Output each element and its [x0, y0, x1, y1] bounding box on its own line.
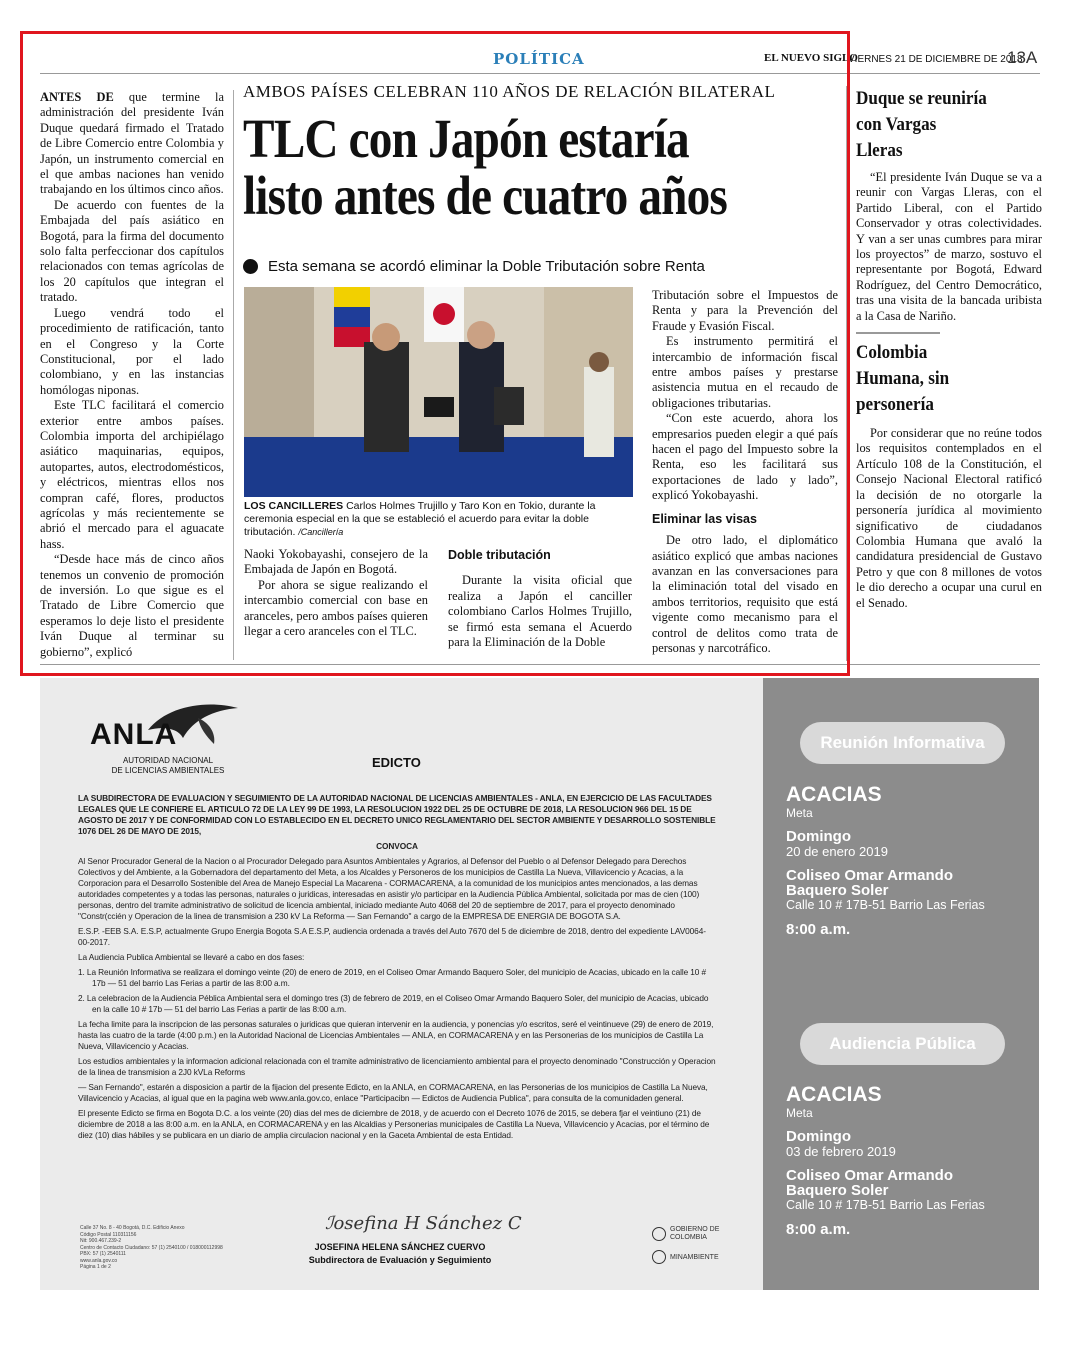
- col1-p3: Luego vendrá todo el procedimiento de ratificación, tanto en el Congreso y la Corte Constitucional, por el lado colombiano, y en las instancias homólogas niponas.: [40, 305, 224, 397]
- anla-subtitle-line: AUTORIDAD NACIONAL: [122, 756, 214, 765]
- reunion-pill: Reunión Informativa: [800, 722, 1005, 764]
- edict-intro: LA SUBDIRECTORA DE EVALUACION Y SEGUIMIENTO DE LA AUTORIDAD NACIONAL DE LICENCIAS AMBIENTALES - ANLA, EN EJERCICIO DE LAS FACULTADES LEGALES QUE LE CONFIERE EL ARTICULO 72 DE LA LEY 99 DE 1993, LA RESOLUCION 1922 DEL 25 DE OCTUBRE DE 2018, LA RESOLUCION 966 DEL 15 DE AGOSTO DE 2017 Y DE CONFORMIDAD CON LO ESTABLECIDO EN EL DECRETO UNICO REGLAMENTARIO DEL SECTOR AMBIENTE Y DESARROLLO SOSTENIBLE 1076 DEL 26 DE MAYO DE 2015,: [78, 793, 716, 836]
- gobierno-logo-text: GOBIERNO DE COLOMBIA: [670, 1226, 720, 1241]
- footer-contact: Calle 37 No. 8 - 40 Bogotá, D.C. Edificio Anexo Código Postal 110311156 Nit: 900.467.239-2 Centro de Contacto Ciudadano: 57 (1) 2540100 / 018000112998 PBX: 57 (1) 2540111 www.anla.gov.co Página 1 de 2: [80, 1225, 223, 1270]
- edict-body: [78, 793, 716, 1145]
- col4-p3: “Con este acuerdo, ahora los empresarios pueden elegir a qué país hacen el pago del Impuesto sobre la Renta, eso les facilitará sus exportaciones de lado y lado”, explicó Yokobayashi.: [652, 411, 838, 503]
- deck-text: Esta semana se acordó eliminar la Doble Tributación sobre Renta: [268, 258, 705, 275]
- gobierno-seal-icon: [652, 1227, 666, 1241]
- headline-line-2: listo antes de cuatro años: [243, 165, 727, 226]
- anla-subtitle-line: DE LICENCIAS AMBIENTALES: [111, 766, 225, 775]
- event1-venue-b: Baquero Soler: [786, 882, 889, 899]
- highlight-box: [20, 31, 850, 676]
- sidebar-story1-title-line: con Vargas: [856, 114, 937, 135]
- col4-p4: De otro lado, el diplomático asiático explicó que ambas naciones avanzan en las conversaciones para la eliminación total del visado en ambos territorios, requisito que está vigente como mecanismo para el control de delitos como trata de personas y narcotráfico.: [652, 533, 838, 655]
- sidebar-story2-title-line: Colombia: [856, 342, 928, 364]
- event1-date: 20 de enero 2019: [786, 844, 888, 859]
- col1-p2: De acuerdo con fuentes de la Embajada del país asiático en Bogotá, para la firma del documento solo falta perfeccionar dos capítulos relacionados con temas agrícolas de los 20 capítulos que integran el tratado.: [40, 197, 224, 305]
- col4-p2: Es instrumento permitirá el intercambio de información fiscal entre ambos países y prestarse asistencia mutua en el recaudo de obligaciones tributarias.: [652, 334, 838, 410]
- sidebar-story2-title-line: personería: [856, 394, 934, 416]
- event2-time: 8:00 a.m.: [786, 1221, 851, 1238]
- col1-p4: Este TLC facilitará el comercio exterior entre ambos países. Colombia importa del archipiélago asiático maquinarias, equipos, autopartes, autos, electrodomésticos, y eléctricos, mientras ellos nos compran café, flores, productos agrícolas y más recientemente se abrió el mercado para el aguacate hass.: [40, 398, 224, 551]
- edict-title: EDICTO: [372, 755, 421, 770]
- event2-date: 03 de febrero 2019: [786, 1144, 896, 1159]
- col2-p1: Naoki Yokobayashi, consejero de la Embajada de Japón en Bogotá.: [244, 547, 428, 577]
- ad-schedule-panel: [763, 678, 1039, 1290]
- caption-text: Carlos Holmes Trujillo y Taro Kon en Tokio, durante la ceremonia especial en la que se estableció el acuerdo para evitar la doble tributación.: [244, 500, 596, 538]
- sidebar-story1-title: [856, 86, 1023, 164]
- audiencia-pill: Audiencia Pública: [800, 1023, 1005, 1065]
- signer-block: [300, 1241, 500, 1267]
- event1-details: [786, 784, 985, 938]
- event2-day: Domingo: [786, 1128, 851, 1145]
- edict-p4: La fecha limite para la inscripcion de las personas saturales o juridicas que quieran intervenir en la audiencia, y ponencias y/o escritos, seré el veintinueve (29) de enero de 2019, hasta las cuatro de la tarde (4:00 p.m.) en la Autoridad Nacional de Licencias Ambientales — ANLA, en CORMACARENA y en las Personerias de los municipios de Castilla La Nueva, Villavicencio y Acacias.: [78, 1019, 714, 1051]
- event2-venue-a: Coliseo Omar Armando: [786, 1167, 953, 1184]
- col4-p1: Tributación sobre el Impuestos de Renta y para la Prevención del Fraude y Evasión Fiscal.: [652, 288, 838, 333]
- page-number: 13A: [1007, 48, 1038, 67]
- event1-dept: Meta: [786, 806, 813, 820]
- edict-p3: La Audiencia Publica Ambiental se llevaré a cabo en dos fases:: [78, 952, 305, 962]
- minambiente-seal-icon: [652, 1250, 666, 1264]
- col1-p1: que termine la administración del presidente Iván Duque quedará firmado el Tratado de Libre Comercio entre Colombia y Japón, un instrumento comercial en el que ambas naciones han venido trabajando en los últimos cinco años.: [40, 90, 224, 197]
- caption-credit: /Cancillería: [298, 527, 344, 537]
- col3-p1: Durante la visita oficial que realiza a Japón el canciller colombiano Carlos Holmes Trujillo, se firmó esta semana el Acuerdo para la Eliminación de la Doble: [448, 573, 632, 650]
- event2-place: ACACIAS: [786, 1083, 882, 1106]
- publication-name: EL NUEVO SIGLO: [764, 52, 858, 64]
- anla-logo: [88, 700, 248, 775]
- sidebar-story2-body: [856, 426, 1042, 611]
- event1-place: ACACIAS: [786, 783, 882, 806]
- edict-p1: Al Senor Procurador General de la Nacion o al Procurador Delegado para Asuntos Ambientales y Agrarios, al Defensor del Pueblo o al Defensor Delegado para Derechos Colectivos y del Ambiente, a la Gobernadora del departamento del Meta, a los Alcaldes y Personeros de los municipios de Castilla La Nueva, Villavicencio y Acacias, a la Corporacion para el Desarrollo Sostenible del Area de Manejo Especial La Macarena - CORMACARENA, a la comunidad de los municipios antes mencionados, a las demas autoridades competentes y a todas las personas, naturales o juridicas, interesadas en asistir y/o participar en la Audiencia Pública Ambiental, solicitada por mas de cien (100) personas, dentro del tramite administrativo de solicitud de licencia ambiental, iniciado mediante Auto 4068 del 20 de septiembre de 2017, para el proyecto denominado "Constr(ccién y Operacion de la linea de transmision a 230 kV La Reforma — San Fernando" a cargo de la EMPRESA DE ENERGIA DE BOGOTA S.A.: [78, 856, 700, 921]
- event1-address: Calle 10 # 17B-51 Barrio Las Ferias: [786, 898, 985, 912]
- signer-title: Subdirectora de Evaluación y Seguimiento: [308, 1255, 492, 1265]
- event1-time: 8:00 a.m.: [786, 921, 851, 938]
- anla-logo-subtitle: [108, 756, 228, 776]
- edict-p7: El presente Edicto se firma en Bogota D.C. a los veinte (20) dias del mes de diciembre de 2018, y de acuerdo con el Decreto 1076 de 2015, se debera fjar el veintiuno (21) de diciembre de 2018 a las 8:00 a.m. en la ANLA, en CORMACARENA y en las Alcaldias y Personerias municipales de Castilla La Nueva, Villavicencio y Acacias, por el término de diez (10) dias hábiles y se publicara en un diario de amplia circulacion nacional y en la Gaceta Ambiental de esta Entidad.: [78, 1108, 710, 1140]
- anla-logo-text: ANLA: [90, 718, 178, 751]
- sidebar-story1-paragraph: “El presidente Iván Duque se va a reunir con Vargas Lleras, con el Partido Liberal, con el Partido Conservador y otras colectividades. Y van a ser unas cumbres para mirar los proyectos” de marzo, sostuvo el representante por Bogotá, Edward Rodríguez, del Centro Democrático, tras una visita de la bancada uribista a la Casa de Nariño.: [856, 170, 1042, 323]
- col1-p5: “Desde hace más de cinco años tenemos un convenio de promoción de inversión. Lo que sigue es el Tratado de Libre Comercio que esperamos lo deje listo el presidente Iván Duque al terminar su gobierno”, explicó: [40, 552, 224, 659]
- section-label: POLÍTICA: [493, 50, 585, 68]
- sidebar-story1-title-line: Duque se reuniría: [856, 88, 987, 109]
- col2-p2: Por ahora se sigue realizando el intercambio comercial con base en aranceles, pero ambos países quieren llegar a cero aranceles con el TLC.: [244, 577, 428, 639]
- event2-address: Calle 10 # 17B-51 Barrio Las Ferias: [786, 1198, 985, 1212]
- edict-list-item-1: 1. La Reunión Informativa se realizara el domingo veinte (20) de enero de 2019, en el Coliseo Omar Armando Baquero Soler, del municipio de Acacias, ubicado en la calle 10 # 17b — 51 del barrio Las Ferias a partir de las 8:00 a.m.: [78, 967, 707, 988]
- event2-venue-b: Baquero Soler: [786, 1182, 889, 1199]
- sidebar-story1-title-line: Lleras: [856, 140, 903, 161]
- caption-lead: LOS CANCILLERES: [244, 500, 344, 512]
- sidebar-story1-body: [856, 170, 1042, 324]
- col4-subhead: Eliminar las visas: [652, 511, 757, 526]
- edict-convoca: CONVOCA: [376, 841, 418, 851]
- article-kicker: AMBOS PAÍSES CELEBRAN 110 AÑOS DE RELACIÓN BILATERAL: [243, 82, 776, 101]
- sidebar-story2-title-line: Humana, sin: [856, 368, 950, 390]
- publication-date: VIERNES 21 DE DICIEMBRE DE 2018: [848, 54, 1023, 65]
- event2-dept: Meta: [786, 1106, 813, 1120]
- event1-day: Domingo: [786, 828, 851, 845]
- edict-p6: — San Fernando", estarén a disposicion a partir de la fijacion del presente Edicto, en la ANLA, en CORMACARENA, en las Personerias de los municipios de Castilla La Nueva, Villavicencio y Acacias, al igual que en la pagina web www.anla.gov.co, enlace "Participacibn — Edictos de Audiencia Publica", para consulta de la comunidaden general.: [78, 1082, 708, 1103]
- signer-name: JOSEFINA HELENA SÁNCHEZ CUERVO: [314, 1242, 486, 1252]
- sidebar-story2-title: [856, 340, 1023, 418]
- sidebar-story2-paragraph: Por considerar que no reúne todos los requisitos contemplados en el Artículo 108 de la Constitución, el Consejo Nacional Electoral ratificó la decisión de no otorgarle la personería jurídica al movimiento significativo de ciudadanos Colombia Humana que avaló la candidatura presidencial de Gustavo Petro y que con 8 millones de votos le dio derecho a ocupar una curul en el Senado.: [856, 426, 1042, 610]
- gobierno-logo: [652, 1226, 720, 1242]
- headline-line-1: TLC con Japón estaría: [243, 108, 689, 169]
- event1-venue-a: Coliseo Omar Armando: [786, 867, 953, 884]
- sidebar-rule: [856, 332, 940, 334]
- minambiente-logo-text: MINAMBIENTE: [670, 1253, 719, 1261]
- edict-list-item-2: 2. La celebracion de la Audiencia Péblica Ambiental sera el domingo tres (3) de febrero de 2019, en el Coliseo Omar Armando Baquero Soler, del municipio de Acacias, ubicado en la calle 10 # 17b — 51 del barrio Las Ferias a partir de las 8:00 a.m.: [78, 993, 709, 1014]
- signature-scribble: ℐosefina H Sánchez C: [325, 1213, 522, 1234]
- lead-cap: ANTES DE: [40, 90, 114, 104]
- event2-details: [786, 1084, 985, 1238]
- edict-p5: Los estudios ambientales y la informacion adicional relacionada con el tramite administrativo de licenciamiento ambiental para el proyecto denominado "Construcción y Operacion de la linea de transmision a 2J0 kVLa Reforms: [78, 1056, 716, 1077]
- minambiente-logo: [652, 1250, 719, 1264]
- sidebar: [856, 86, 1042, 611]
- col3-subhead: Doble tributación: [448, 548, 551, 562]
- edict-p2: E.S.P. -EEB S.A. E.S.P, actualmente Grupo Energia Bogota S.A E.S.P, audiencia ordenada a través del Auto 7670 del 5 de diciembre de 2018, dentro del expediente LAV0064-00-2017.: [78, 926, 706, 947]
